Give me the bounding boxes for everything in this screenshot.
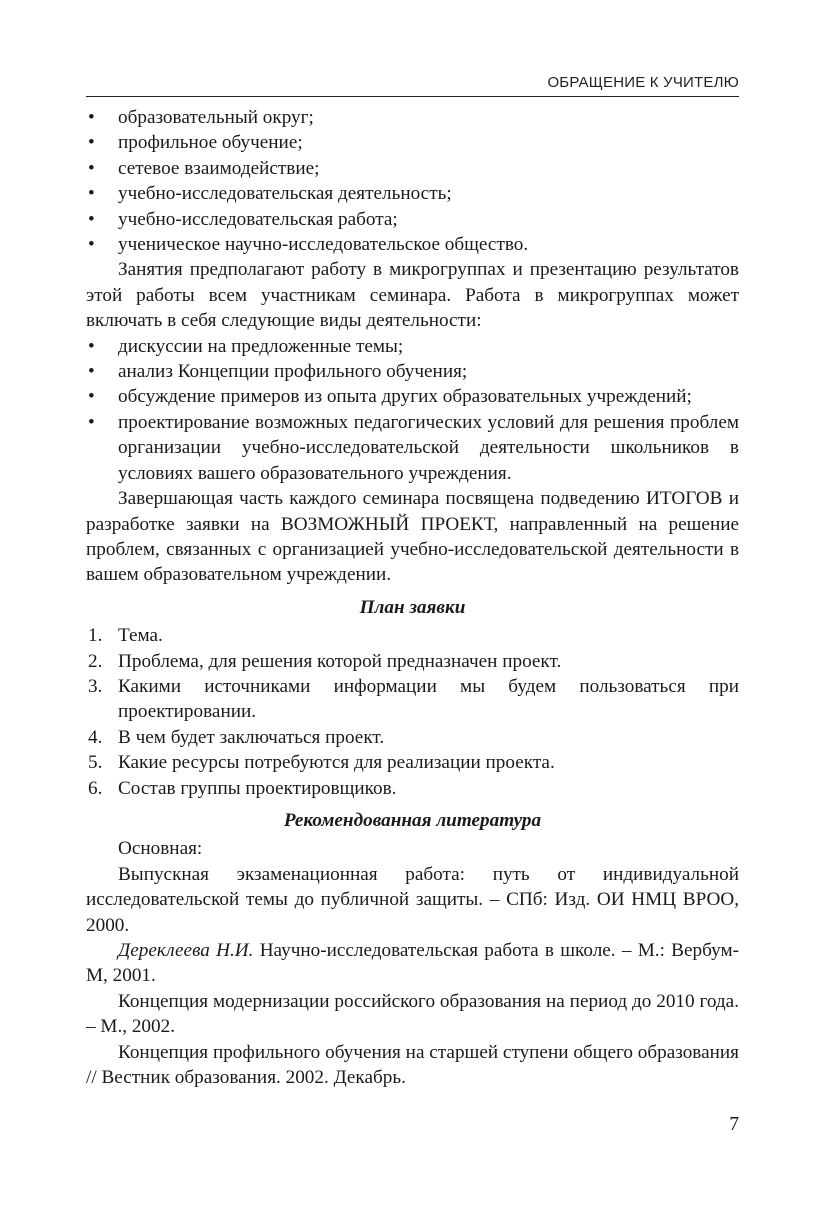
header-title: ОБРАЩЕНИЕ К УЧИТЕЛЮ <box>547 74 739 91</box>
plan-item-text: Тема. <box>118 625 163 647</box>
plan-item-text: В чем будет заключаться проект. <box>118 726 385 748</box>
literature-reference: Концепция модернизации российского образования на период до 2010 года. – М., 2002. <box>86 990 739 1038</box>
topic-item: • образовательный округ; <box>86 105 739 130</box>
plan-item <box>86 725 739 750</box>
plan-item-number: 3. <box>88 675 103 697</box>
plan-item <box>86 750 739 775</box>
topic-item: • учебно-исследовательская работа; <box>86 207 739 232</box>
literature-reference <box>86 938 739 989</box>
activity-item: • обсуждение примеров из опыта других образовательных учреждений; <box>86 384 739 409</box>
literature-reference: Концепция профильного обучения на старшей ступени общего образования // Вестник образования. 2002. Декабрь. <box>86 1041 739 1089</box>
activity-item: • анализ Концепции профильного обучения; <box>86 359 739 384</box>
plan-item <box>86 674 739 725</box>
summary-paragraph: Завершающая часть каждого семинара посвящена подведению ИТОГОВ и разработке заявки на ВОЗМОЖНЫЙ ПРОЕКТ, направленный на решение проблем, связанных с организацией учебно-исследовательской деятельности в вашем образовательном учреждении. <box>86 488 739 586</box>
plan-item <box>86 649 739 674</box>
plan-item-text: Состав группы проектировщиков. <box>118 777 397 799</box>
plan-item <box>86 776 739 801</box>
literature-heading: Рекомендованная литература <box>283 809 542 831</box>
activity-item: • проектирование возможных педагогических условий для решения проблем организации учебно-исследовательской деятельности школьников в условиях вашего образовательного учреждения. <box>86 410 739 486</box>
reference-author: Дереклеева Н.И. <box>118 940 254 961</box>
plan-item-number: 2. <box>88 650 103 672</box>
topic-item: • ученическое научно-исследовательское общество. <box>86 232 739 257</box>
reference-text: Научно-исследовательская работа в школе. – М.: Вербум-М, 2001. <box>86 940 739 987</box>
page-number: 7 <box>729 1114 739 1135</box>
plan-heading: План заявки <box>359 596 466 618</box>
activity-item: • дискуссии на предложенные темы; <box>86 334 739 359</box>
plan-item-number: 4. <box>88 726 103 748</box>
topic-item: • сетевое взаимодействие; <box>86 156 739 181</box>
plan-item-number: 6. <box>88 777 103 799</box>
plan-item-number: 5. <box>88 752 103 774</box>
topic-item: • учебно-исследовательская деятельность; <box>86 181 739 206</box>
literature-reference: Выпускная экзаменационная работа: путь от индивидуальной исследовательской темы до публичной защиты. – СПб: Изд. ОИ НМЦ ВРОО, 2000. <box>86 863 739 936</box>
running-header <box>86 70 739 97</box>
plan-item-number: 1. <box>88 625 103 647</box>
plan-item-text: Какими источниками информации мы будем пользоваться при проектировании. <box>118 675 739 723</box>
plan-item <box>86 623 739 648</box>
plan-item-text: Какие ресурсы потребуются для реализации проекта. <box>118 752 555 774</box>
page-body <box>86 105 739 1090</box>
topic-item: • профильное обучение; <box>86 130 739 155</box>
literature-subheading: Основная: <box>118 838 203 860</box>
plan-item-text: Проблема, для решения которой предназначен проект. <box>118 650 562 672</box>
intro-paragraph: Занятия предполагают работу в микрогруппах и презентацию результатов этой работы всем участникам семинара. Работа в микрогруппах может включать в себя следующие виды деятельности: <box>86 259 739 332</box>
